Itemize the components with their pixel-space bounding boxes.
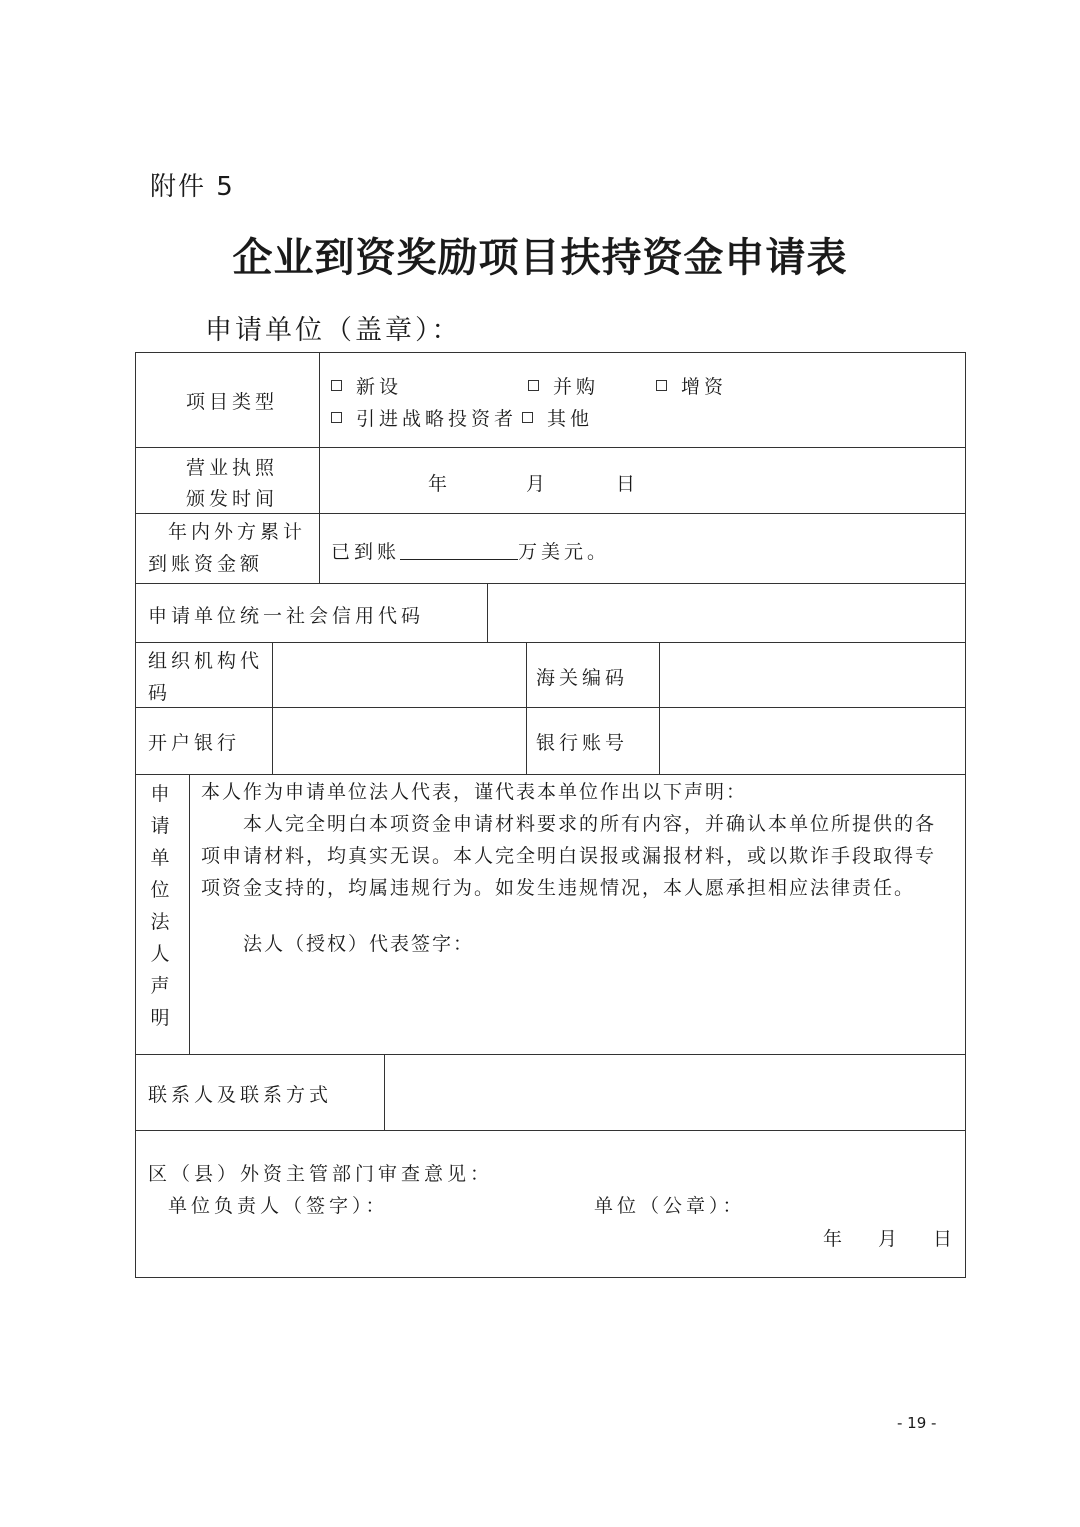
account-label: 银行账号 [536, 732, 629, 754]
license-month[interactable]: 月 [526, 473, 550, 495]
signature-line[interactable]: 法人（授权）代表签字： [201, 933, 475, 955]
checkbox-icon[interactable] [331, 412, 342, 423]
funds-amount-blank[interactable] [400, 541, 518, 560]
declaration-side-label: 申 请 单 位 法 人 声 明 [150, 783, 170, 1029]
license-date-label-2: 颁发时间 [186, 488, 279, 510]
option-other[interactable]: 其他 [522, 404, 593, 431]
declaration-row [136, 774, 965, 1054]
funds-label-1: 年内外方累计 [168, 521, 307, 543]
option-capital-increase[interactable]: 增资 [656, 372, 727, 399]
checkbox-icon[interactable] [528, 380, 539, 391]
checkbox-icon[interactable] [331, 380, 342, 391]
review-year[interactable]: 年 [823, 1228, 847, 1250]
applicant-label: 申请单位（盖章）： [205, 315, 462, 346]
review-title: 区（县）外资主管部门审查意见： [148, 1163, 494, 1185]
contact-label: 联系人及联系方式 [148, 1084, 333, 1106]
option-merger[interactable]: 并购 [528, 372, 599, 399]
attachment-label: 附件 5 [150, 172, 235, 202]
org-code-label-2: 码 [148, 682, 172, 704]
customs-code-label: 海关编码 [536, 667, 629, 689]
declaration-text: 本人作为申请单位法人代表，谨代表本单位作出以下声明： 本人完全明白本项资金申请材料要求的所有内容，并确认本单位所提供的各 项申请材料，均真实无误。本人完全明白误报或漏报材料，或以欺诈手段取得专 项资金支持的，均属违规行为。如发生违规情况，本人愿承担相应法律责任。 法人（授权）代表签字： [201, 776, 961, 960]
credit-code-label: 申请单位统一社会信用代码 [148, 605, 425, 627]
license-year[interactable]: 年 [428, 473, 452, 495]
checkbox-icon[interactable] [656, 380, 667, 391]
license-date-label-1: 营业执照 [186, 457, 279, 479]
project-type-label: 项目类型 [186, 391, 279, 413]
funds-label-2: 到账资金额 [148, 553, 264, 575]
option-strategic-investor[interactable]: 引进战略投资者 [331, 404, 517, 431]
funds-field[interactable]: 已到账 万美元。 [331, 541, 611, 563]
option-new[interactable]: 新设 [331, 372, 402, 399]
review-day[interactable]: 日 [933, 1228, 957, 1250]
org-code-label-1: 组织机构代 [148, 650, 264, 672]
page-number: - 19 - [897, 1414, 937, 1432]
bank-label: 开户银行 [148, 732, 241, 754]
review-responsible[interactable]: 单位负责人（签字）： [168, 1195, 389, 1217]
application-form [135, 352, 966, 1278]
review-seal[interactable]: 单位（公章）： [594, 1195, 746, 1217]
checkbox-icon[interactable] [522, 412, 533, 423]
review-month[interactable]: 月 [878, 1228, 902, 1250]
license-day[interactable]: 日 [616, 473, 640, 495]
form-title: 企业到资奖励项目扶持资金申请表 [232, 234, 848, 281]
